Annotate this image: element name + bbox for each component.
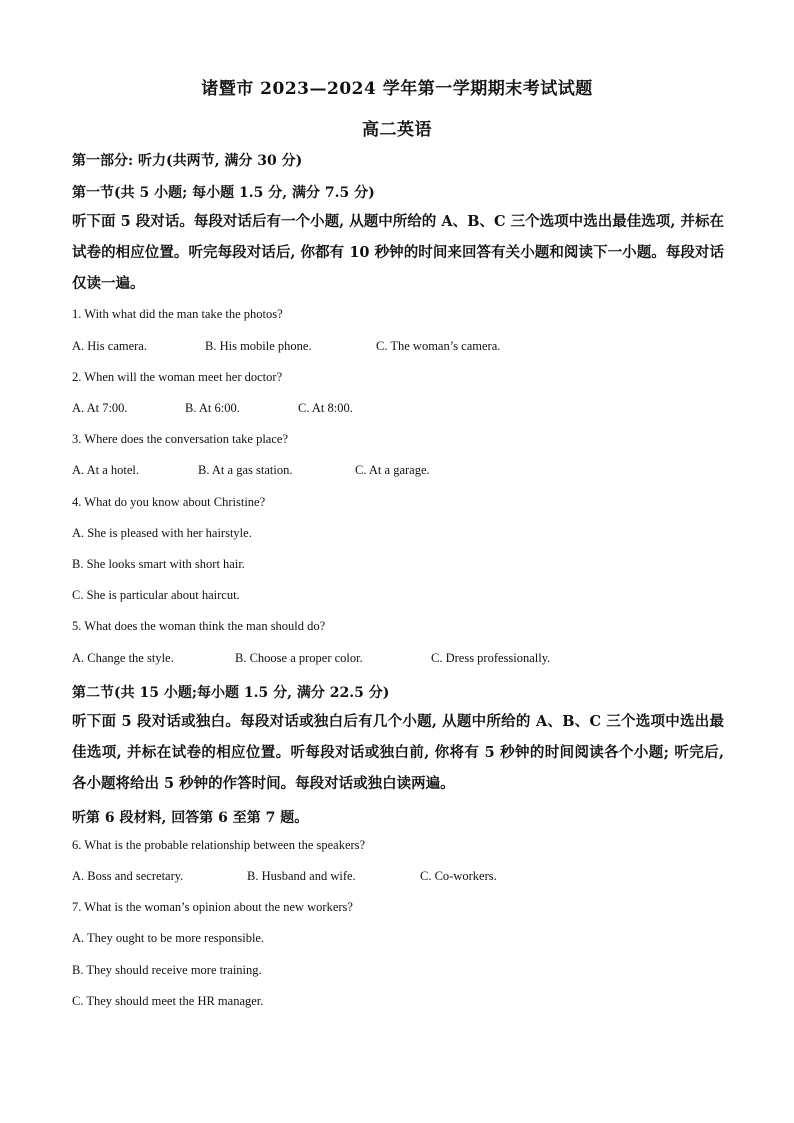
section1-instructions: 听下面 5 段对话。每段对话后有一个小题, 从题中所给的 A、B、C 三个选项中选出最佳选项, 并标在试卷的相应位置。听完每段对话后, 你都有 10 秒钟的时间来回答有关小题和阅读下一小题。每段对话仅读一遍。 xyxy=(72,213,724,292)
question-1-option-b: B. His mobile phone. xyxy=(205,339,312,353)
section1-heading: 第一节(共 5 小题; 每小题 1.5 分, 满分 7.5 分) xyxy=(72,185,375,201)
question-5-option-c: C. Dress professionally. xyxy=(431,651,551,665)
question-1-option-c: C. The woman’s camera. xyxy=(376,339,501,353)
section2-heading: 第二节(共 15 小题;每小题 1.5 分, 满分 22.5 分) xyxy=(72,685,390,701)
material-6-heading: 听第 6 段材料, 回答第 6 至第 7 题。 xyxy=(72,810,309,826)
question-1-option-a: A. His camera. xyxy=(72,339,147,353)
question-6-option-c: C. Co-workers. xyxy=(420,869,497,883)
question-5-option-b: B. Choose a proper color. xyxy=(235,651,363,665)
part1-heading: 第一部分: 听力(共两节, 满分 30 分) xyxy=(72,153,303,169)
question-3-option-c: C. At a garage. xyxy=(355,463,430,477)
question-7-option-a: A. They ought to be more responsible. xyxy=(72,931,265,945)
question-3-option-b: B. At a gas station. xyxy=(198,463,293,477)
question-1-stem: 1. With what did the man take the photos? xyxy=(72,307,283,321)
question-3-stem: 3. Where does the conversation take place? xyxy=(72,432,288,446)
question-6-option-a: A. Boss and secretary. xyxy=(72,869,184,883)
question-4-option-b: B. She looks smart with short hair. xyxy=(72,557,245,571)
question-5-option-a: A. Change the style. xyxy=(72,651,174,665)
question-4-option-c: C. She is particular about haircut. xyxy=(72,588,240,602)
exam-subtitle: 高二英语 xyxy=(362,120,432,140)
question-2-option-a: A. At 7:00. xyxy=(72,401,128,415)
question-4-stem: 4. What do you know about Christine? xyxy=(72,495,266,509)
question-2-option-c: C. At 8:00. xyxy=(298,401,353,415)
question-4-option-a: A. She is pleased with her hairstyle. xyxy=(72,526,252,540)
question-5-stem: 5. What does the woman think the man should do? xyxy=(72,619,326,633)
question-7-stem: 7. What is the woman’s opinion about the new workers? xyxy=(72,900,353,914)
question-6-stem: 6. What is the probable relationship between the speakers? xyxy=(72,838,366,852)
exam-title: 诸暨市 2023—2024 学年第一学期期末考试试题 xyxy=(201,79,593,99)
question-7-option-c: C. They should meet the HR manager. xyxy=(72,994,264,1008)
question-2-stem: 2. When will the woman meet her doctor? xyxy=(72,370,283,384)
question-7-option-b: B. They should receive more training. xyxy=(72,963,262,977)
question-6-option-b: B. Husband and wife. xyxy=(247,869,356,883)
question-3-option-a: A. At a hotel. xyxy=(72,463,140,477)
section2-instructions: 听下面 5 段对话或独白。每段对话或独白后有几个小题, 从题中所给的 A、B、C 三个选项中选出最佳选项, 并标在试卷的相应位置。听每段对话或独白前, 你将有 5 秒钟的时间阅读各个小题; 听完后, 各小题将给出 5 秒钟的作答时间。每段对话或独白读两遍。 xyxy=(72,713,724,792)
question-2-option-b: B. At 6:00. xyxy=(185,401,240,415)
